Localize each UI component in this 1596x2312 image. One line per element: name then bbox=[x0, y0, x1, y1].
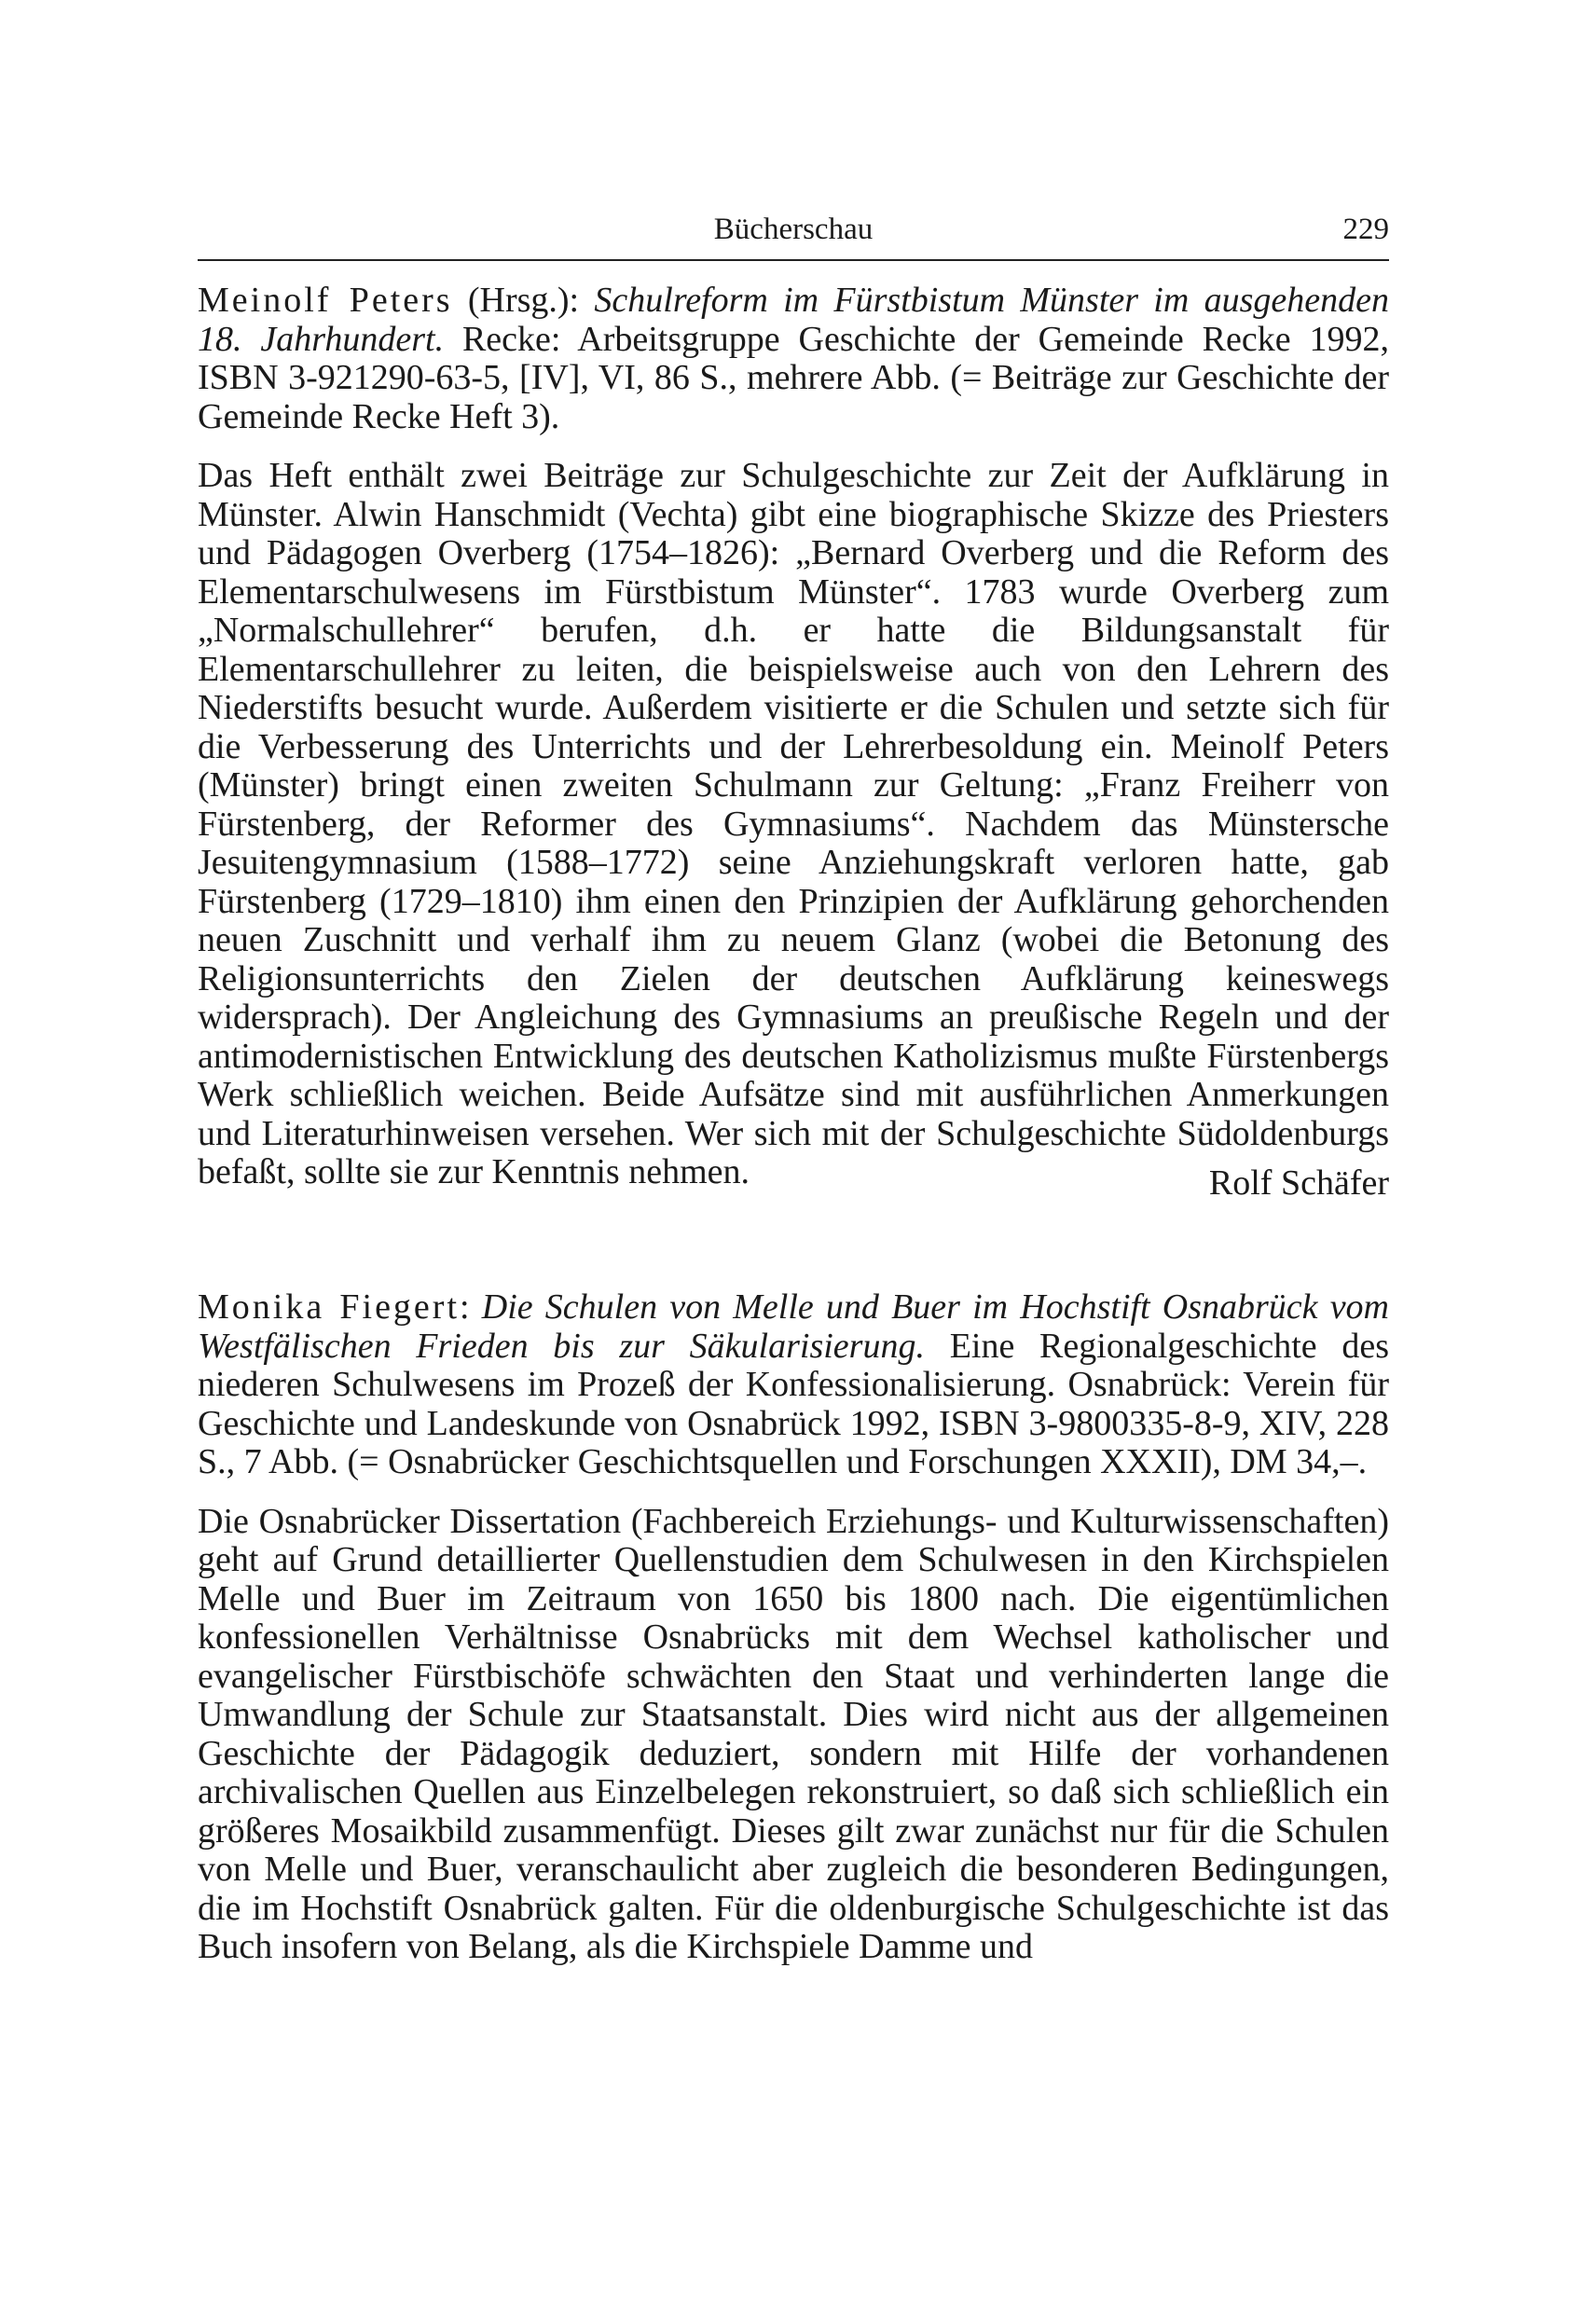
review-author: Monika Fiegert bbox=[198, 1287, 461, 1327]
running-header bbox=[198, 207, 1389, 252]
document-page bbox=[198, 207, 1389, 1967]
review-text: Das Heft enthält zwei Beiträge zur Schulgeschichte zur Zeit der Aufklärung in Münster. Alwin Hanschmidt (Vechta) gibt eine biographische Skizze des Priesters und Pädagogen Overberg (1754–1826): „Bernard Overberg und die Reform des Elementarschulwesens im Fürstbistum Münster“. 1783 wurde Overberg zum „Normalschullehrer“ berufen, d.h. er hatte die Bildungsanstalt für Elementarschullehrer zu leiten, die beispielsweise auch von den Lehrern des Niederstifts besucht wurde. Außerdem visitierte er die Schulen und setzte sich für die Verbesserung des Unterrichts und der Lehrerbesoldung ein. Meinolf Peters (Münster) bringt einen zweiten Schulmann zur Geltung: „Franz Freiherr von Fürstenberg, der Reformer des Gymnasiums“. Nachdem das Münstersche Jesuitengymnasium (1588–1772) seine Anziehungskraft verloren hatte, gab Fürstenberg (1729–1810) ihm einen den Prinzipien der Aufklärung gehorchenden neuen Zuschnitt und verhalf ihm zu neuem Glanz (wobei die Betonung des Religionsunterrichts den Zielen der deutschen Aufklärung keineswegs widersprach). Der Angleichung des Gymnasiums an preußische Regeln und der antimodernistischen Entwicklung des deutschen Katholizismus mußte Fürstenbergs Werk schließlich weichen. Beide Aufsätze sind mit ausführlichen Anmerkungen und Literaturhinweisen versehen. Wer sich mit der Schulgeschichte Südoldenburgs befaßt, sollte sie zur Kenntnis nehmen. bbox=[198, 456, 1389, 1191]
review-text: Die Osnabrücker Dissertation (Fachbereich Erziehungs- und Kulturwissenschaften) geht auf Grund detaillierter Quellenstudien dem Schulwesen in den Kirchspielen Melle und Buer im Zeitraum von 1650 bis 1800 nach. Die eigentümlichen konfessionellen Verhältnisse Osnabrücks mit dem Wechsel katholischer und evangelischer Fürstbischöfe schwächten den Staat und verhinderten lange die Umwandlung der Schule zur Staatsanstalt. Dies wird nicht aus der allgemeinen Geschichte der Pädagogik deduziert, sondern mit Hilfe der vorhandenen archivalischen Quellen aus Einzelbelegen rekonstruiert, so daß sich schließlich ein größeres Mosaikbild zusammenfügt. Dieses gilt zwar zunächst nur für die Schulen von Melle und Buer, veranschaulicht aber zugleich die besonderen Bedingungen, die im Hochstift Osnabrück galten. Für die oldenburgische Schulgeschichte ist das Buch insofern von Belang, als die Kirchspiele Damme und bbox=[198, 1501, 1389, 1966]
review-author: Meinolf Peters bbox=[198, 281, 453, 320]
header-rule bbox=[198, 259, 1389, 261]
author-suffix: : bbox=[460, 1287, 482, 1327]
book-title: Schulreform im Fürstbistum Münster im ausgehenden 18. Jahrhundert. bbox=[198, 281, 1389, 359]
author-suffix: (Hrsg.): bbox=[452, 281, 595, 320]
publication-details: Recke: Arbeitsgruppe Geschichte der Gemeinde Recke 1992, ISBN 3-921290-63-5, [IV], VI, 86 S., mehrere Abb. (= Beiträge zur Geschichte der Gemeinde Recke Heft 3). bbox=[198, 319, 1389, 436]
publication-details: Eine Regionalgeschichte des niederen Schulwesens im Prozeß der Konfessionalisierung. Osnabrück: Verein für Geschichte und Landeskunde von Osnabrück 1992, ISBN 3-9800335-8-9, XIV, 228 S., 7 Abb. (= Osnabrücker Geschichtsquellen und Forschungen XXXII), DM 34,–. bbox=[198, 1326, 1389, 1481]
page-number: 229 bbox=[1342, 213, 1389, 246]
review-entry bbox=[198, 282, 1389, 1203]
review-citation bbox=[198, 1288, 1389, 1482]
review-citation bbox=[198, 282, 1389, 436]
book-title: Die Schulen von Melle und Buer im Hochstift Osnabrück vom Westfälischen Frieden bis zur Säkularisierung. bbox=[198, 1287, 1389, 1366]
review-entry bbox=[198, 1288, 1389, 1967]
running-title: Bücherschau bbox=[713, 213, 874, 246]
reviewer-signature: Rolf Schäfer bbox=[1208, 1163, 1389, 1203]
